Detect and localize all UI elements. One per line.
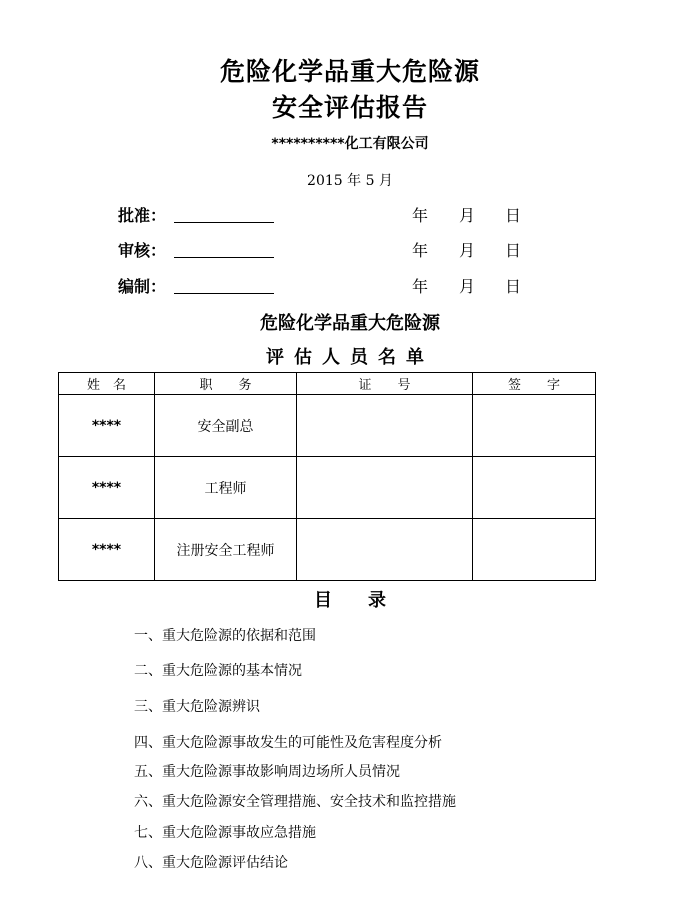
toc-item: 三、重大危险源辨识 xyxy=(134,699,260,715)
approval-signature-line xyxy=(174,204,274,223)
toc-item: 四、重大危险源事故发生的可能性及危害程度分析 xyxy=(134,735,442,751)
staff-name: **** xyxy=(59,519,155,581)
review-day-label: 日 xyxy=(505,241,522,260)
approval-label: 批准： xyxy=(118,206,167,225)
staff-cert xyxy=(297,519,473,581)
compile-year-label: 年 xyxy=(412,277,429,296)
review-year-label: 年 xyxy=(412,241,429,260)
review-signature-line xyxy=(174,239,274,258)
col-header-cert: 证 号 xyxy=(297,373,473,395)
staff-section-subtitle: 评估人员名单 xyxy=(266,347,434,368)
staff-name: **** xyxy=(59,395,155,457)
toc-title: 目 录 xyxy=(314,590,386,611)
approval-year-label: 年 xyxy=(412,206,429,225)
approval-month-label: 月 xyxy=(459,206,476,225)
table-row xyxy=(59,457,596,519)
report-date: 2015 年 5 月 xyxy=(307,173,393,189)
toc-item: 五、重大危险源事故影响周边场所人员情况 xyxy=(134,764,400,780)
staff-table-header xyxy=(59,373,596,395)
toc-item: 八、重大危险源评估结论 xyxy=(134,855,288,871)
col-header-signature: 签 字 xyxy=(473,373,596,395)
table-row xyxy=(59,395,596,457)
staff-signature xyxy=(473,457,596,519)
staff-signature xyxy=(473,519,596,581)
toc-item: 一、重大危险源的依据和范围 xyxy=(134,628,316,644)
report-title-line2: 安全评估报告 xyxy=(271,93,428,122)
staff-position: 注册安全工程师 xyxy=(155,519,297,581)
table-row xyxy=(59,519,596,581)
company-name: **********化工有限公司 xyxy=(271,136,429,152)
approval-day-label: 日 xyxy=(505,206,522,225)
staff-position: 工程师 xyxy=(155,457,297,519)
review-month-label: 月 xyxy=(459,241,476,260)
report-title-line1: 危险化学品重大危险源 xyxy=(219,57,480,86)
col-header-name: 姓 名 xyxy=(59,373,155,395)
review-label: 审核： xyxy=(118,241,167,260)
compile-signature-line xyxy=(174,275,274,294)
staff-cert xyxy=(297,457,473,519)
toc-item: 七、重大危险源事故应急措施 xyxy=(134,825,316,841)
toc-item: 二、重大危险源的基本情况 xyxy=(134,663,302,679)
compile-day-label: 日 xyxy=(505,277,522,296)
staff-name: **** xyxy=(59,457,155,519)
toc-item: 六、重大危险源安全管理措施、安全技术和监控措施 xyxy=(134,794,456,810)
compile-label: 编制： xyxy=(118,277,167,296)
compile-month-label: 月 xyxy=(459,277,476,296)
col-header-position: 职 务 xyxy=(155,373,297,395)
staff-table xyxy=(58,372,596,581)
staff-position: 安全副总 xyxy=(155,395,297,457)
staff-section-title: 危险化学品重大危险源 xyxy=(260,313,440,334)
staff-cert xyxy=(297,395,473,457)
staff-signature xyxy=(473,395,596,457)
